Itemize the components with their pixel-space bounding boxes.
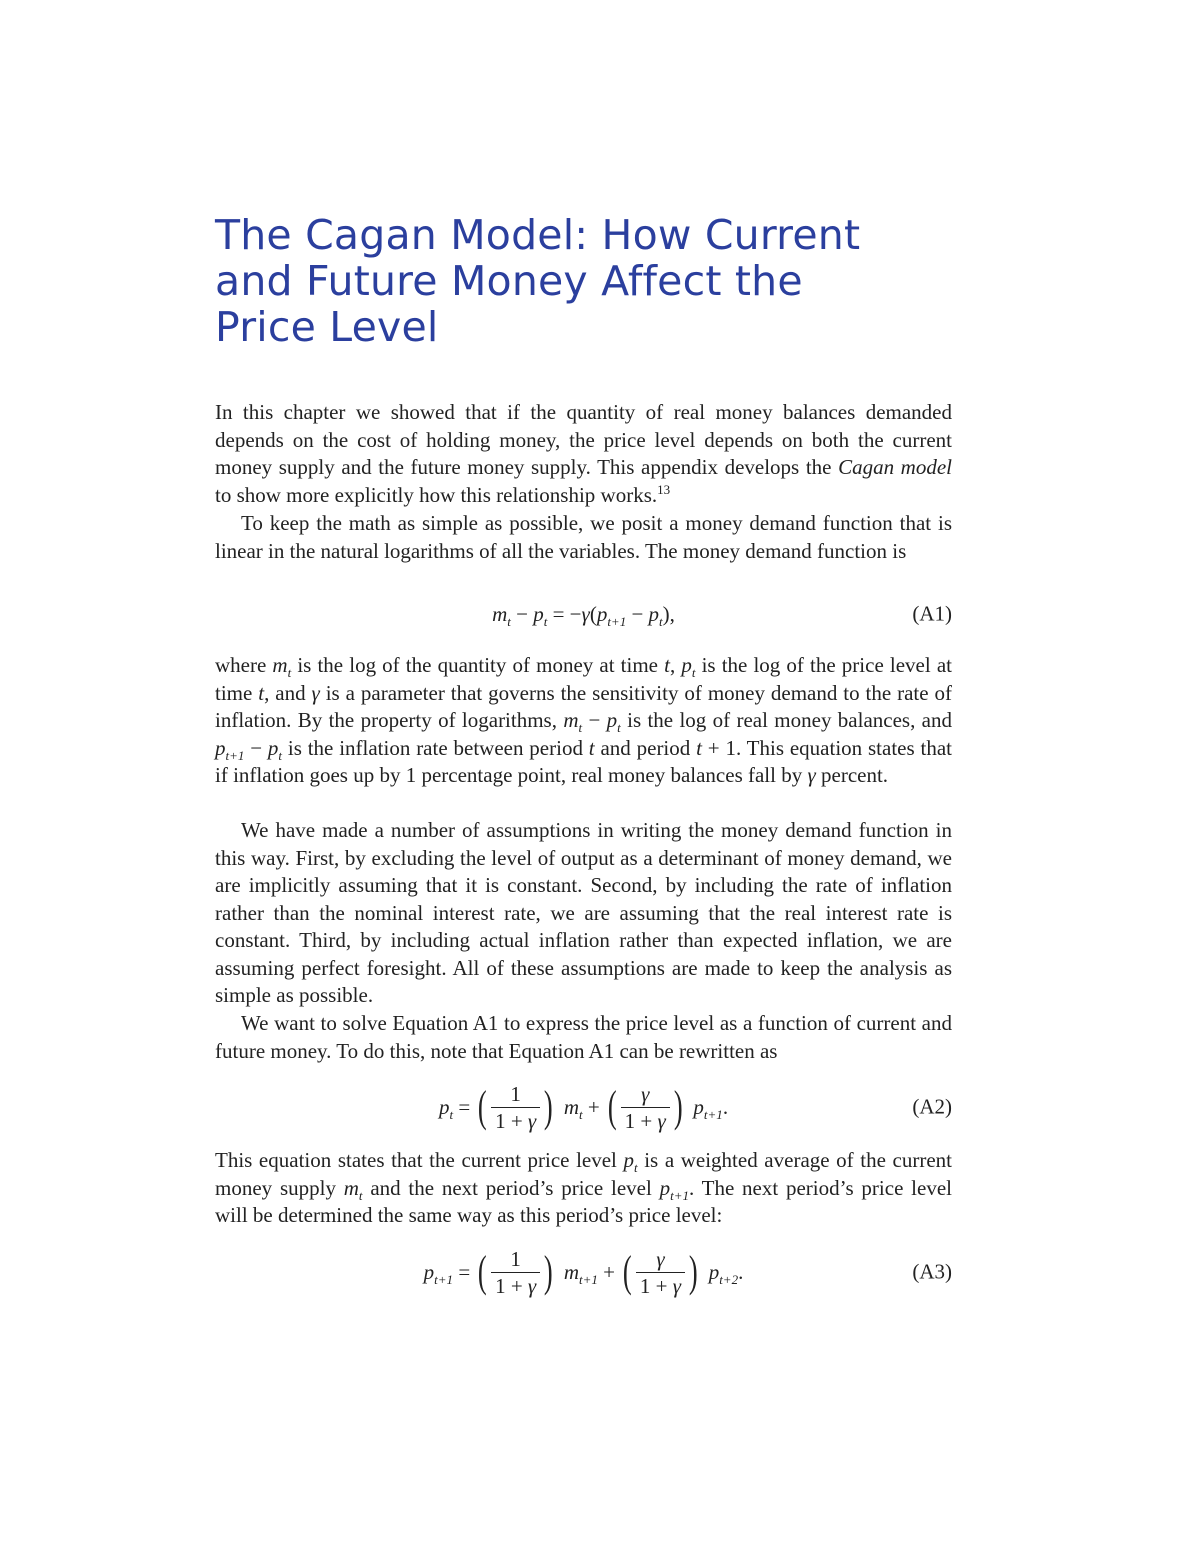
weighted-average-paragraph: This equation states that the current price level $p_t$ is a weighted average of the current money supply $m_t$ and the next period’s price level $p_{t+1}$. The next period’s price level will be determined the same way as this period’s price level: — [215, 1148, 952, 1227]
footnote-marker[interactable]: 13 — [657, 481, 671, 497]
title-line-1: The Cagan Model: How Current — [215, 211, 861, 259]
equation-a3 — [215, 1240, 952, 1304]
title-line-2: and Future Money Affect the — [215, 257, 803, 305]
equation-a3-label: (A3) — [912, 1259, 952, 1284]
title-line-3: Price Level — [215, 303, 439, 351]
equation-a2-label: (A2) — [912, 1094, 952, 1119]
solve-paragraph: We want to solve Equation A1 to express the price level as a function of current and future money. To do this, note that Equation A1 can be rewritten as — [215, 1011, 952, 1063]
equation-a2-body: $p_t$ = ( $\frac{1}{1 + \gamma}$ ) $m_t$ + ( $\frac{\gamma}{1 + \gamma}$ ) $p_{t+1}$ . — [438, 1081, 729, 1133]
assumptions-paragraph: We have made a number of assumptions in writing the money demand function in this way. First, by excluding the level of output as a determinant of money demand, we are implicitly assuming that it is constant. Second, by including the rate of inflation rather than the nominal interest rate, we are assuming that the real interest rate is constant. Third, by including actual inflation rather than expected inflation, we are assuming perfect foresight. All of these assumptions are made to keep the analysis as simple as possible. — [215, 818, 952, 1007]
equation-a2 — [215, 1075, 952, 1139]
where-paragraph: where $m_t$ is the log of the quantity of money at time t, $p_t$ is the log of the price level at time t, and γ is a parameter that governs the sensitivity of money demand to the rate of inflation. By the property of logarithms, $m_t - p_t$ is the log of real money balances, and $p_{t+1} - p_t$ is the inflation rate between period t and period t + 1. This equation states that if inflation goes up by 1 percentage point, real money balances fall by γ percent. — [215, 653, 953, 787]
intro-text-end: to show more explicitly how this relationship works. — [215, 482, 658, 507]
intro-text: In this chapter we showed that if the quantity of real money balances demanded depends on the cost of holding money, the price level depends on both the current money supply and the future money supply. This appendix develops the — [215, 400, 952, 479]
money-demand-paragraph: To keep the math as simple as possible, we posit a money demand function that is linear in the natural logarithms of all the variables. The money demand function is — [215, 511, 952, 563]
chapter-title — [215, 212, 975, 350]
intro-paragraph — [215, 399, 952, 509]
equation-a1 — [215, 594, 952, 634]
equation-a1-label: (A1) — [912, 601, 952, 626]
equation-a1-body: $m_t$ − $p_t$ = − γ ( $p_{t+1}$ − $p_t$ ), — [492, 601, 675, 629]
cagan-model-term: Cagan model — [838, 455, 952, 479]
equation-a3-body: $p_{t+1}$ = ( $\frac{1}{1 + \gamma}$ ) $m_{t+1}$ + ( $\frac{\gamma}{1 + \gamma}$ ) $p_{t+2}$ . — [423, 1246, 744, 1298]
